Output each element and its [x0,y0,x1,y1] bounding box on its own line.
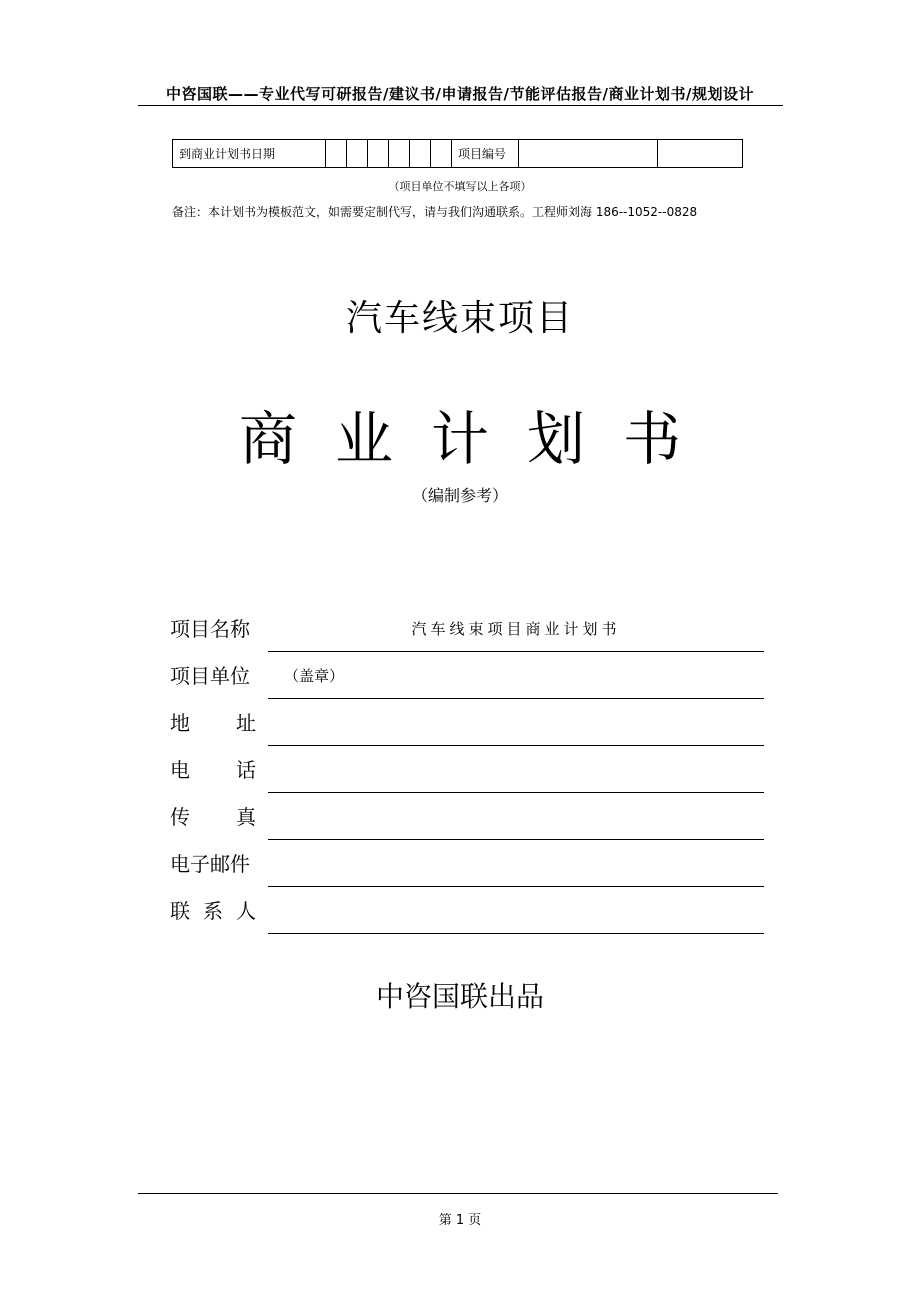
contact-label: 联 系 人 [170,899,256,923]
document-type-title: 商业计划书 [238,405,719,473]
phone-label: 电 话 [170,758,256,782]
underline [268,651,764,652]
header-title: 中咨国联——专业代写可研报告/建议书/申请报告/节能评估报告/商业计划书/规划设计 [166,85,754,103]
underline [268,792,764,793]
project-no-value [519,140,658,168]
publisher: 中咨国联出品 [375,980,544,1013]
form-row-phone [170,755,764,785]
form-row-name [170,614,764,644]
underline [268,933,764,934]
date-box [326,140,347,168]
name-label: 项目名称 [170,617,250,641]
fill-note: （项目单位不填写以上各项） [388,180,532,193]
page-number: 第 1 页 [438,1213,482,1228]
date-box [368,140,389,168]
project-title: 汽车线束项目 [345,298,574,339]
header-divider [138,105,783,106]
extra-cell [658,140,743,168]
date-label: 到商业计划书日期 [173,140,326,168]
reference-note: （编制参考） [411,486,508,505]
form-row-address [170,708,764,738]
unit-value: （盖章） [284,667,345,685]
info-table [172,139,743,168]
date-box [431,140,452,168]
date-box [410,140,431,168]
remark-note: 备注：本计划书为模板范文，如需要定制代写，请与我们沟通联系。工程师刘海 186--1052--0828 [172,205,698,219]
form-row-unit [170,661,764,691]
address-label: 地 址 [170,711,256,735]
date-box [347,140,368,168]
footer-divider [138,1193,778,1194]
project-no-label: 项目编号 [452,140,519,168]
underline [268,698,764,699]
underline [268,745,764,746]
date-box [389,140,410,168]
underline [268,839,764,840]
form-row-email [170,849,764,879]
form-row-contact [170,896,764,926]
unit-label: 项目单位 [170,664,250,688]
underline [268,886,764,887]
email-label: 电子邮件 [170,852,250,876]
fax-label: 传 真 [170,805,256,829]
name-value: 汽车线束项目商业计划书 [411,620,621,638]
form-row-fax [170,802,764,832]
